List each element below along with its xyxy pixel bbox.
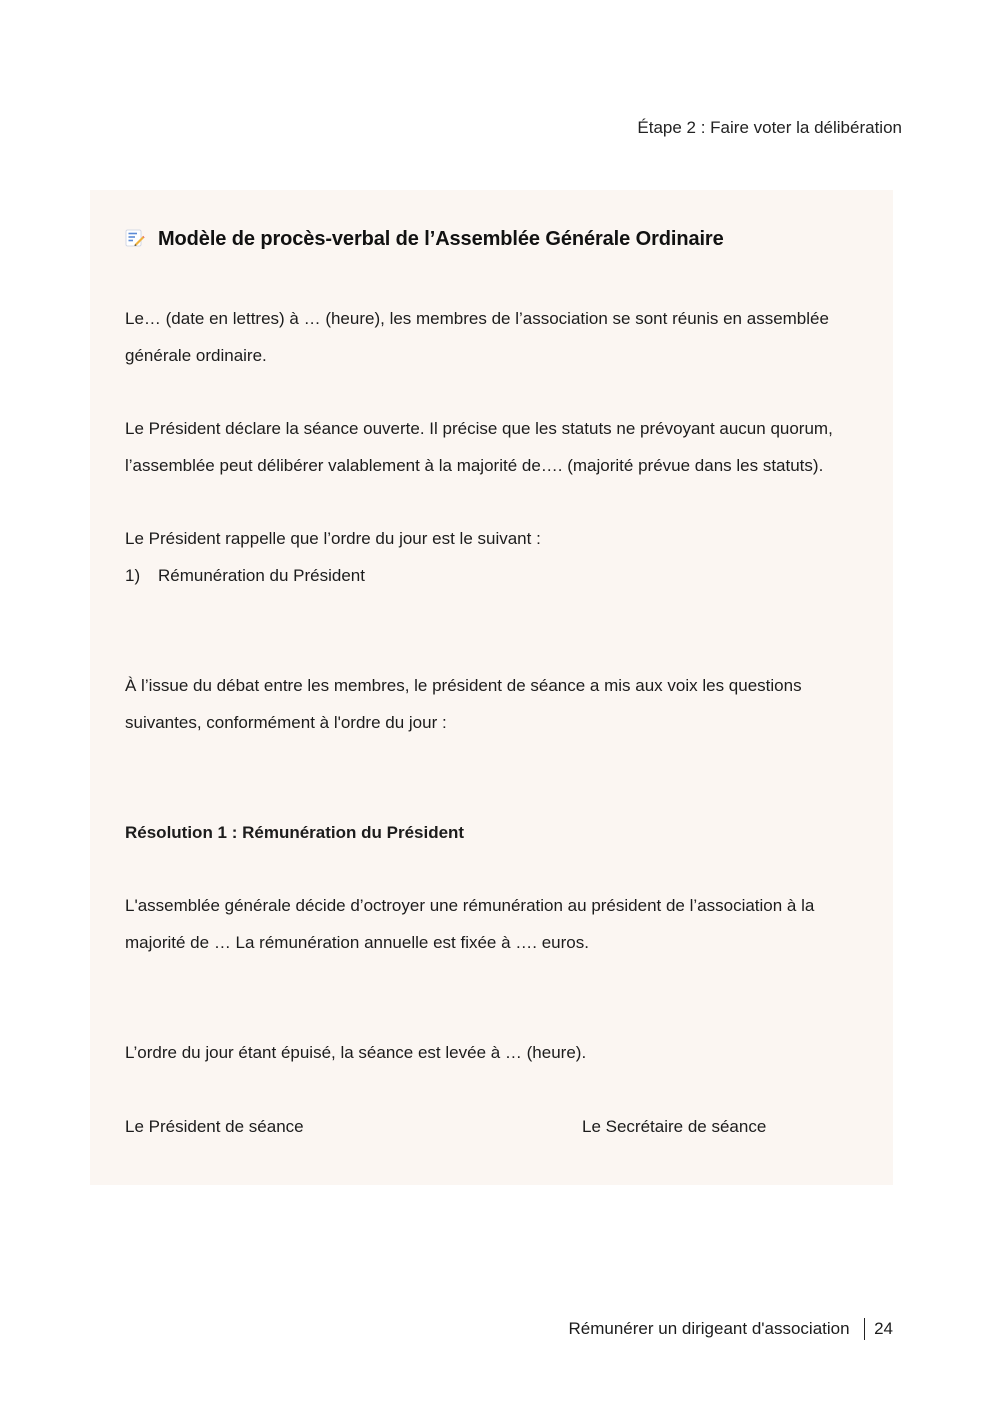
template-title: Modèle de procès-verbal de l’Assemblée Générale Ordinaire xyxy=(158,228,724,250)
paragraph-opening: Le… (date en lettres) à … (heure), les membres de l’association se sont réunis en assemblée générale ordinaire. xyxy=(125,309,829,365)
page-footer xyxy=(569,1318,894,1340)
paragraph-closing: L’ordre du jour étant épuisé, la séance est levée à … (heure). xyxy=(125,1043,587,1062)
template-box xyxy=(90,190,893,1185)
agenda-item-text: Rémunération du Président xyxy=(158,566,365,585)
paragraph-agenda-intro: Le Président rappelle que l’ordre du jour est le suivant : xyxy=(125,529,541,548)
footer-divider xyxy=(864,1318,866,1340)
paragraph-vote: À l’issue du débat entre les membres, le président de séance a mis aux voix les questions suivantes, conformément à l'ordre du jour : xyxy=(125,676,802,732)
signature-secretary: Le Secrétaire de séance xyxy=(582,1117,767,1136)
agenda-item xyxy=(125,557,365,594)
memo-icon xyxy=(125,228,145,248)
resolution-title: Résolution 1 : Rémunération du Président xyxy=(125,823,465,842)
page-number: 24 xyxy=(874,1319,893,1338)
agenda-item-number: 1) xyxy=(125,566,141,585)
footer-document-title: Rémunérer un dirigeant d'association xyxy=(568,1319,850,1338)
paragraph-quorum: Le Président déclare la séance ouverte. Il précise que les statuts ne prévoyant aucun quorum, l’assemblée peut délibérer valablement à la majorité de…. (majorité prévue dans les statuts). xyxy=(125,419,833,475)
signature-president: Le Président de séance xyxy=(125,1117,304,1136)
template-title-row xyxy=(125,228,724,251)
paragraph-resolution: L'assemblée générale décide d’octroyer une rémunération au président de l’association à la majorité de … La rémunération annuelle est fixée à …. euros. xyxy=(125,896,815,952)
section-header: Étape 2 : Faire voter la délibération xyxy=(637,118,902,137)
